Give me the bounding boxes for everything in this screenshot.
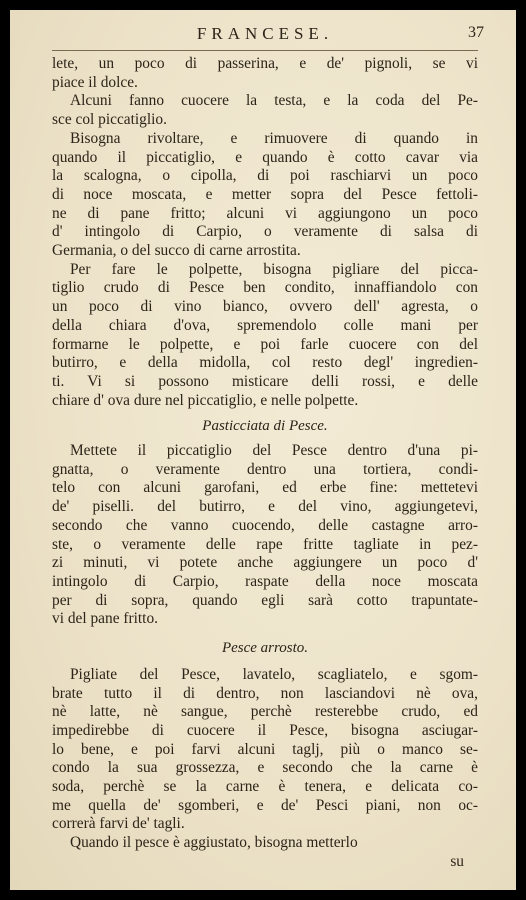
text-line: della chiara d'ova, spremendolo colle mani per — [52, 316, 478, 334]
text-line: zi minuti, vi potete anche aggiungere un poco d' — [52, 554, 478, 572]
paragraph — [52, 834, 478, 853]
text-line: Germania, o del succo di carne arrostita. — [52, 242, 301, 260]
catchword: su — [450, 852, 464, 870]
section-heading: Pesce arrosto. — [221, 640, 309, 657]
text-line: vi del pane fritto. — [52, 610, 158, 628]
paragraph — [52, 666, 478, 834]
text-line: Pigliate del Pesce, lavatelo, scagliatelo, e sgom- — [70, 665, 478, 683]
text-line: tiglio crudo di Pesce ben condito, innaffiandolo con — [52, 279, 478, 297]
text-line: nè latte, nè sangue, perchè resterebbe crudo, ed — [52, 703, 478, 721]
text-line: Per fare le polpette, bisogna pigliare del picca- — [70, 260, 478, 278]
text-line: Alcuni fanno cuocere la testa, e la coda del Pe- — [70, 92, 478, 110]
text-line: ti. Vi si possono misticare delli rossi, e delle — [52, 372, 478, 390]
paragraph — [52, 130, 478, 261]
text-line: lete, un poco di passerina, e de' pignoli, se vi — [52, 55, 478, 72]
paragraph — [52, 92, 478, 129]
text-line: piace il dolce. — [52, 73, 138, 91]
text-line: di noce moscata, e metter sopra del Pesce fettoli- — [52, 185, 478, 203]
text-line: per di sopra, quando egli sarà cotto trapuntate- — [52, 591, 478, 609]
text-line: gnatta, o veramente dentro una tortiera, condi- — [52, 460, 478, 478]
text-line: un poco di vino bianco, ovvero dell' agresta, o — [52, 298, 478, 316]
page-body — [52, 55, 478, 872]
paragraph — [52, 55, 478, 92]
paragraph — [52, 261, 478, 411]
text-line: condo la sua grossezza, e secondo che la carne è — [52, 759, 478, 777]
text-line: de' piselli. del butirro, e del vino, aggiungetevi, — [52, 498, 478, 516]
text-line: Mettete il piccatiglio del Pesce dentro d'una pi- — [70, 442, 478, 460]
text-line: impedirebbe di cuocere il Pesce, bisogna asciugar- — [52, 721, 478, 739]
text-line: telo con alcuni garofani, ed erbe fine: mettetevi — [52, 479, 478, 497]
text-line: brate tutto il di dentro, non lasciandovi nè ova, — [52, 684, 478, 702]
running-head: FRANCESE. — [196, 24, 334, 43]
text-line: formarne le polpette, e poi farle cuocere con del — [52, 335, 478, 353]
text-line: me quella de' sgomberi, e de' Pesci piani, non oc- — [52, 796, 478, 814]
text-line: d' intingolo di Carpio, o veramente di salsa di — [52, 223, 478, 241]
text-line: secondo che vanno cuocendo, delle castagne arro- — [52, 516, 478, 534]
section-heading: Pasticciata di Pesce. — [202, 418, 328, 435]
text-line: butirro, e della midolla, col resto degl' ingredien- — [52, 354, 478, 372]
text-line: sce col piccatiglio. — [52, 111, 167, 129]
book-page — [10, 10, 516, 890]
text-line: correrà farvi de' tagli. — [52, 815, 185, 833]
text-line: quando il piccatiglio, e quando è cotto cavar via — [52, 148, 478, 166]
text-line: intingolo di Carpio, raspate della noce moscata — [52, 572, 478, 590]
text-line: ne di pane fritto; alcuni vi aggiungono un poco — [52, 204, 478, 222]
text-line: chiare d' ova dure nel piccatiglio, e nelle polpette. — [52, 391, 359, 409]
text-line: Quando il pesce è aggiustato, bisogna metterlo — [70, 834, 358, 852]
text-line: la scalogna, o cipolla, di poi raschiarvi un poco — [52, 167, 478, 185]
text-line: lo bene, e poi farvi alcuni taglj, più o manco se- — [52, 740, 478, 758]
text-line: soda, perchè se la carne è tenera, e delicata co- — [52, 778, 478, 796]
text-line: ste, o veramente delle rape fritte tagliate in pez- — [52, 535, 478, 553]
text-line: Bisogna rivoltare, e rimuovere di quando in — [70, 129, 478, 147]
paragraph — [52, 442, 478, 629]
page-number: 37 — [468, 24, 484, 41]
page-header — [52, 24, 484, 51]
